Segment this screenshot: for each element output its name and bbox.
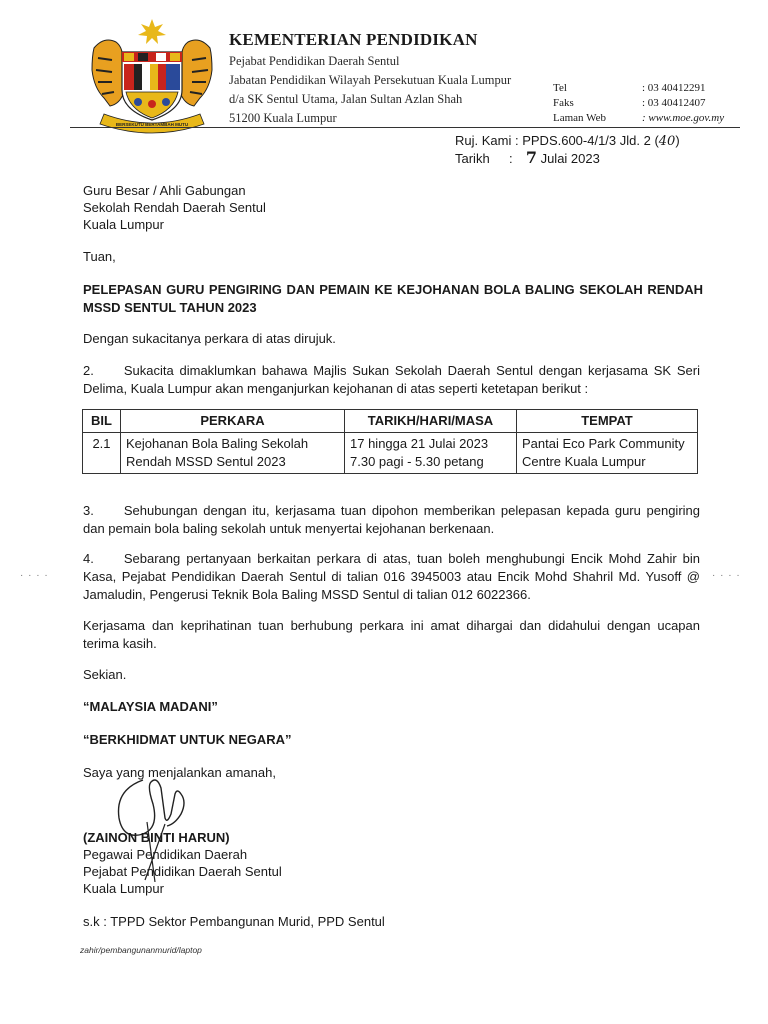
ministry-name: KEMENTERIAN PENDIDIKAN [229,30,478,49]
scan-mark-right: · · · · [712,570,741,581]
paragraph-4 [83,550,700,604]
contact-fax-label: Faks [553,97,574,109]
copy-to-line: s.k : TPPD Sektor Pembangunan Murid, PPD Sentul [83,914,385,929]
slogan-malaysia-madani: “MALAYSIA MADANI” [83,699,218,714]
cell-perkara-line-2: Rendah MSSD Sentul 2023 [126,454,286,469]
reference-line [455,133,680,149]
cell-tarikh-line-1: 17 hingga 21 Julai 2023 [350,436,489,451]
ruj-label: Ruj. Kami [455,133,512,148]
tarikh-colon: : [508,151,513,166]
coat-of-arms-crest [86,18,218,134]
cell-perkara [121,433,345,474]
svg-text:BERSEKUTU BERTAMBAH MUTU: BERSEKUTU BERTAMBAH MUTU [115,122,189,127]
tarikh-label: Tarikh [455,151,490,166]
paragraph-4-text: Sebarang pertanyaan berkaitan perkara di atas, tuan boleh menghubungi Encik Mohd Zahir bin Kasa, Pejabat Pendidikan Daerah Sentul di talian 016 3945003 atau Encik Mohd Shahril Md. Yusoff @ Jamaludin, Pengerusi Teknik Bola Baling MSSD Sentul di talian 012 6022366. [83,551,700,602]
paragraph-3-number: 3. [83,503,94,518]
address-line-4: 51200 Kuala Lumpur [229,111,337,125]
paragraph-2 [83,362,700,398]
contact-web-label: Laman Web [553,112,606,124]
paragraph-3-text: Sehubungan dengan itu, kerjasama tuan dipohon memberikan pelepasan kepada guru pengiring dan pemain bola baling sekolah untuk menyertai kejohanan berkenaan. [83,503,700,536]
address-line-3: d/a SK Sentul Utama, Jalan Sultan Azlan Shah [229,92,463,106]
contact-tel-value: : 03 40412291 [642,82,706,94]
paragraph-1: Dengan sukacitanya perkara di atas dirujuk. [83,331,336,346]
signatory-city: Kuala Lumpur [83,881,164,896]
closing-paragraph: Kerjasama dan keprihatinan tuan berhubung perkara ini amat dihargai dan didahului dengan ucapan terima kasih. [83,618,700,651]
recipient-line-2: Sekolah Rendah Daerah Sentul [83,200,266,215]
cell-tempat-line-2: Centre Kuala Lumpur [522,454,646,469]
letterhead-divider [70,127,740,128]
signatory-name: (ZAINON BINTI HARUN) [83,830,230,845]
cell-tarikh-line-2: 7.30 pagi - 5.30 petang [350,454,484,469]
sekian: Sekian. [83,667,127,682]
cell-perkara-line-1: Kejohanan Bola Baling Sekolah [126,436,309,451]
salutation: Tuan, [83,249,116,264]
cell-bil: 2.1 [83,433,121,474]
cell-tempat-line-1: Pantai Eco Park Community [522,436,685,451]
paragraph-2-number: 2. [83,363,94,378]
contact-tel-label: Tel [553,82,567,94]
table-header-tarikh: TARIKH/HARI/MASA [345,410,517,433]
table-header-row [83,410,698,433]
scan-mark-left: · · · · [20,570,49,581]
ruj-close: ) [675,133,680,148]
paragraph-3 [83,502,700,538]
slogan-berkhidmat: “BERKHIDMAT UNTUK NEGARA” [83,732,292,747]
recipient-line-3: Kuala Lumpur [83,217,164,232]
contact-fax-value: : 03 40412407 [642,97,706,109]
ruj-handwritten-number: 40 [658,134,676,149]
cell-tarikh [345,433,517,474]
signatory-title: Pegawai Pendidikan Daerah [83,847,248,862]
address-line-2: Jabatan Pendidikan Wilayah Persekutuan Kuala Lumpur [229,73,512,87]
cell-tempat [517,433,698,474]
contact-web-value: : www.moe.gov.my [642,112,725,124]
footer-reference: zahir/pembangunanmurid/laptop [80,945,202,955]
amanah-line: Saya yang menjalankan amanah, [83,765,276,780]
event-table [82,409,698,474]
paragraph-4-number: 4. [83,551,94,566]
date-line [455,148,600,167]
signatory-office: Pejabat Pendidikan Daerah Sentul [83,864,282,879]
table-header-bil: BIL [83,410,121,433]
table-header-perkara: PERKARA [121,410,345,433]
table-header-tempat: TEMPAT [517,410,698,433]
paragraph-2-text: Sukacita dimaklumkan bahawa Majlis Sukan Sekolah Daerah Sentul dengan kerjasama SK Seri Delima, Kuala Lumpur akan menganjurkan kejohanan di atas seperti ketetapan berikut : [83,363,700,396]
tarikh-day-handwritten: 7 [525,148,537,167]
address-line-1: Pejabat Pendidikan Daerah Sentul [229,54,400,68]
ruj-value: : PPDS.600-4/1/3 Jld. 2 ( [514,133,659,148]
table-row [83,433,698,474]
subject-heading: PELEPASAN GURU PENGIRING DAN PEMAIN KE KEJOHANAN BOLA BALING SEKOLAH RENDAH MSSD SENTUL TAHUN 2023 [83,282,703,315]
recipient-line-1: Guru Besar / Ahli Gabungan [83,183,246,198]
tarikh-month-year: Julai 2023 [540,151,600,166]
